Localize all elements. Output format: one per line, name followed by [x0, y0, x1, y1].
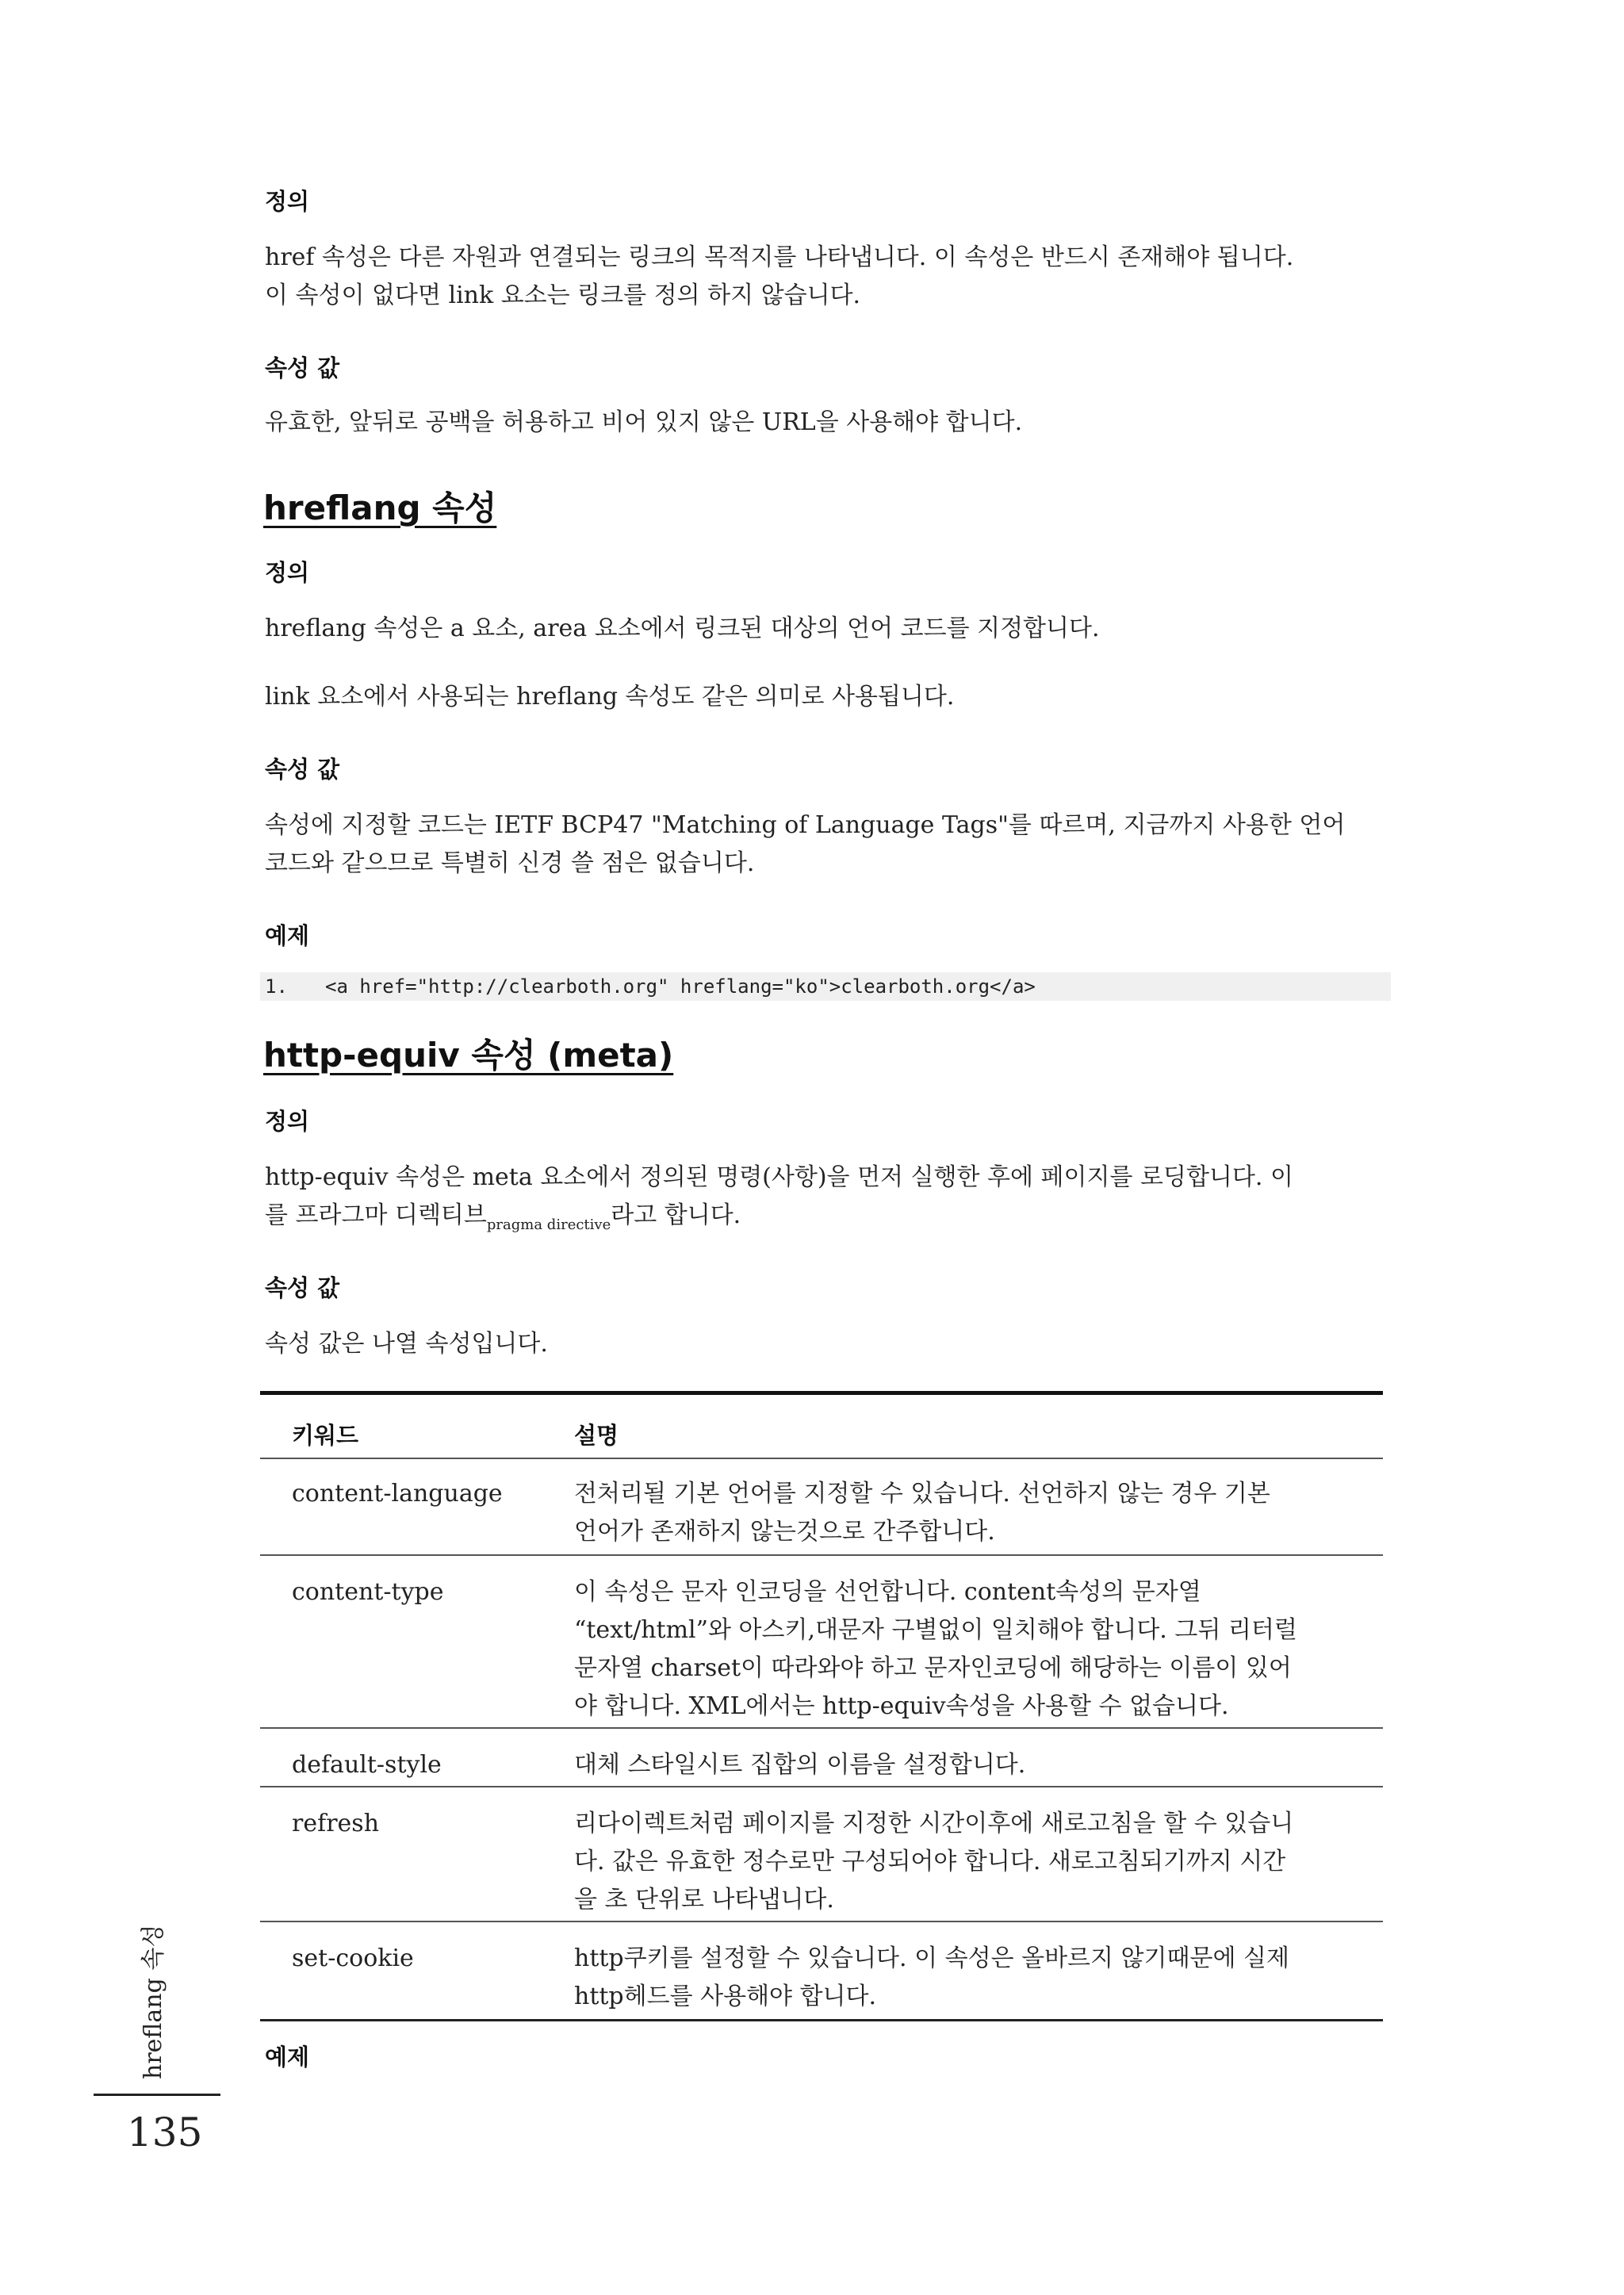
definition-line: 이 속성이 없다면 link 요소는 링크를 정의 하지 않습니다. — [265, 282, 861, 309]
attribute-value-line: 코드와 같으므로 특별히 신경 쓸 점은 없습니다. — [265, 849, 755, 877]
table-rule — [260, 1921, 1383, 1922]
table-cell-keyword: content-type — [292, 1578, 444, 1606]
attribute-value-heading: 속성 값 — [265, 354, 340, 381]
side-tab-rule — [94, 2094, 220, 2096]
table-cell-description: 전처리될 기본 언어를 지정할 수 있습니다. 선언하지 않는 경우 기본 언어가 존재하지 않는것으로 간주합니다. — [574, 1480, 1270, 1546]
table-cell-description: 대체 스타일시트 집합의 이름을 설정합니다. — [574, 1751, 1026, 1779]
table-top-rule — [260, 1391, 1383, 1395]
table-cell-description: 리다이렉트처럼 페이지를 지정한 시간이후에 새로고침을 할 수 있습니 다. 값은 유효한 정수로만 구성되어야 합니다. 새로고침되기까지 시간 을 초 단위로 나타냅니다. — [574, 1810, 1294, 1914]
side-tab-label: hreflang 속성 — [140, 1924, 167, 2079]
code-block — [260, 972, 1391, 1001]
example-heading: 예제 — [265, 922, 310, 949]
definition-line: http-equiv 속성은 meta 요소에서 정의된 명령(사항)을 먼저 실행한 후에 페이지를 로딩합니다. 이 — [265, 1163, 1293, 1191]
table-cell-description: 이 속성은 문자 인코딩을 선언합니다. content속성의 문자열 “text/html”와 아스키,대문자 구별없이 일치해야 합니다. 그뒤 리터럴 문자열 charset이 따라와야 하고 문자인코딩에 해당하는 이름이 있어 야 합니다. XML에서는 http-equiv속성을 사용할 수 없습니다. — [574, 1578, 1297, 1720]
table-cell-keyword: content-language — [292, 1480, 503, 1508]
attribute-value-heading: 속성 값 — [265, 1274, 340, 1301]
table-rule — [260, 1727, 1383, 1729]
code-line-number: 1. — [265, 975, 288, 998]
attribute-value-text: 유효한, 앞뒤로 공백을 허용하고 비어 있지 않은 URL을 사용해야 합니다. — [265, 408, 1023, 436]
table-cell-keyword: refresh — [292, 1810, 380, 1837]
definition-heading: 정의 — [265, 188, 310, 215]
section-title-http-equiv: http-equiv 속성 (meta) — [263, 1036, 674, 1075]
definition-line: hreflang 속성은 a 요소, area 요소에서 링크된 대상의 언어 코드를 지정합니다. — [265, 615, 1100, 642]
definition-line: link 요소에서 사용되는 hreflang 속성도 같은 의미로 사용됩니다. — [265, 683, 955, 711]
table-header-description: 설명 — [574, 1422, 619, 1449]
table-rule — [260, 1554, 1383, 1556]
page-number: 135 — [127, 2109, 203, 2155]
table-cell-description: http쿠키를 설정할 수 있습니다. 이 속성은 올바르지 않기때문에 실제 http헤드를 사용해야 합니다. — [574, 1944, 1289, 2010]
definition-line: href 속성은 다른 자원과 연결되는 링크의 목적지를 나타냅니다. 이 속성은 반드시 존재해야 됩니다. — [265, 243, 1294, 271]
attribute-value-text: 속성 값은 나열 속성입니다. — [265, 1330, 548, 1358]
subscript-term: pragma directive — [486, 1216, 611, 1233]
table-rule — [260, 1458, 1383, 1459]
table-bottom-rule — [260, 2019, 1383, 2021]
definition-heading: 정의 — [265, 1108, 310, 1135]
table-rule — [260, 1786, 1383, 1787]
example-heading: 예제 — [265, 2044, 310, 2071]
table-cell-keyword: set-cookie — [292, 1944, 414, 1972]
attribute-value-line: 속성에 지정할 코드는 IETF BCP47 "Matching of Language Tags"를 따르며, 지금까지 사용한 언어 — [265, 811, 1346, 839]
section-title-hreflang: hreflang 속성 — [263, 489, 497, 527]
definition-line: 를 프라그마 디렉티브$_{pragma directive}$라고 합니다. — [265, 1201, 741, 1233]
table-header-keyword: 키워드 — [292, 1422, 359, 1449]
table-cell-keyword: default-style — [292, 1751, 442, 1779]
attribute-value-heading: 속성 값 — [265, 756, 340, 783]
definition-heading: 정의 — [265, 559, 310, 586]
code-line: <a href="http://clearboth.org" hreflang="ko">clearboth.org</a> — [325, 975, 1036, 998]
